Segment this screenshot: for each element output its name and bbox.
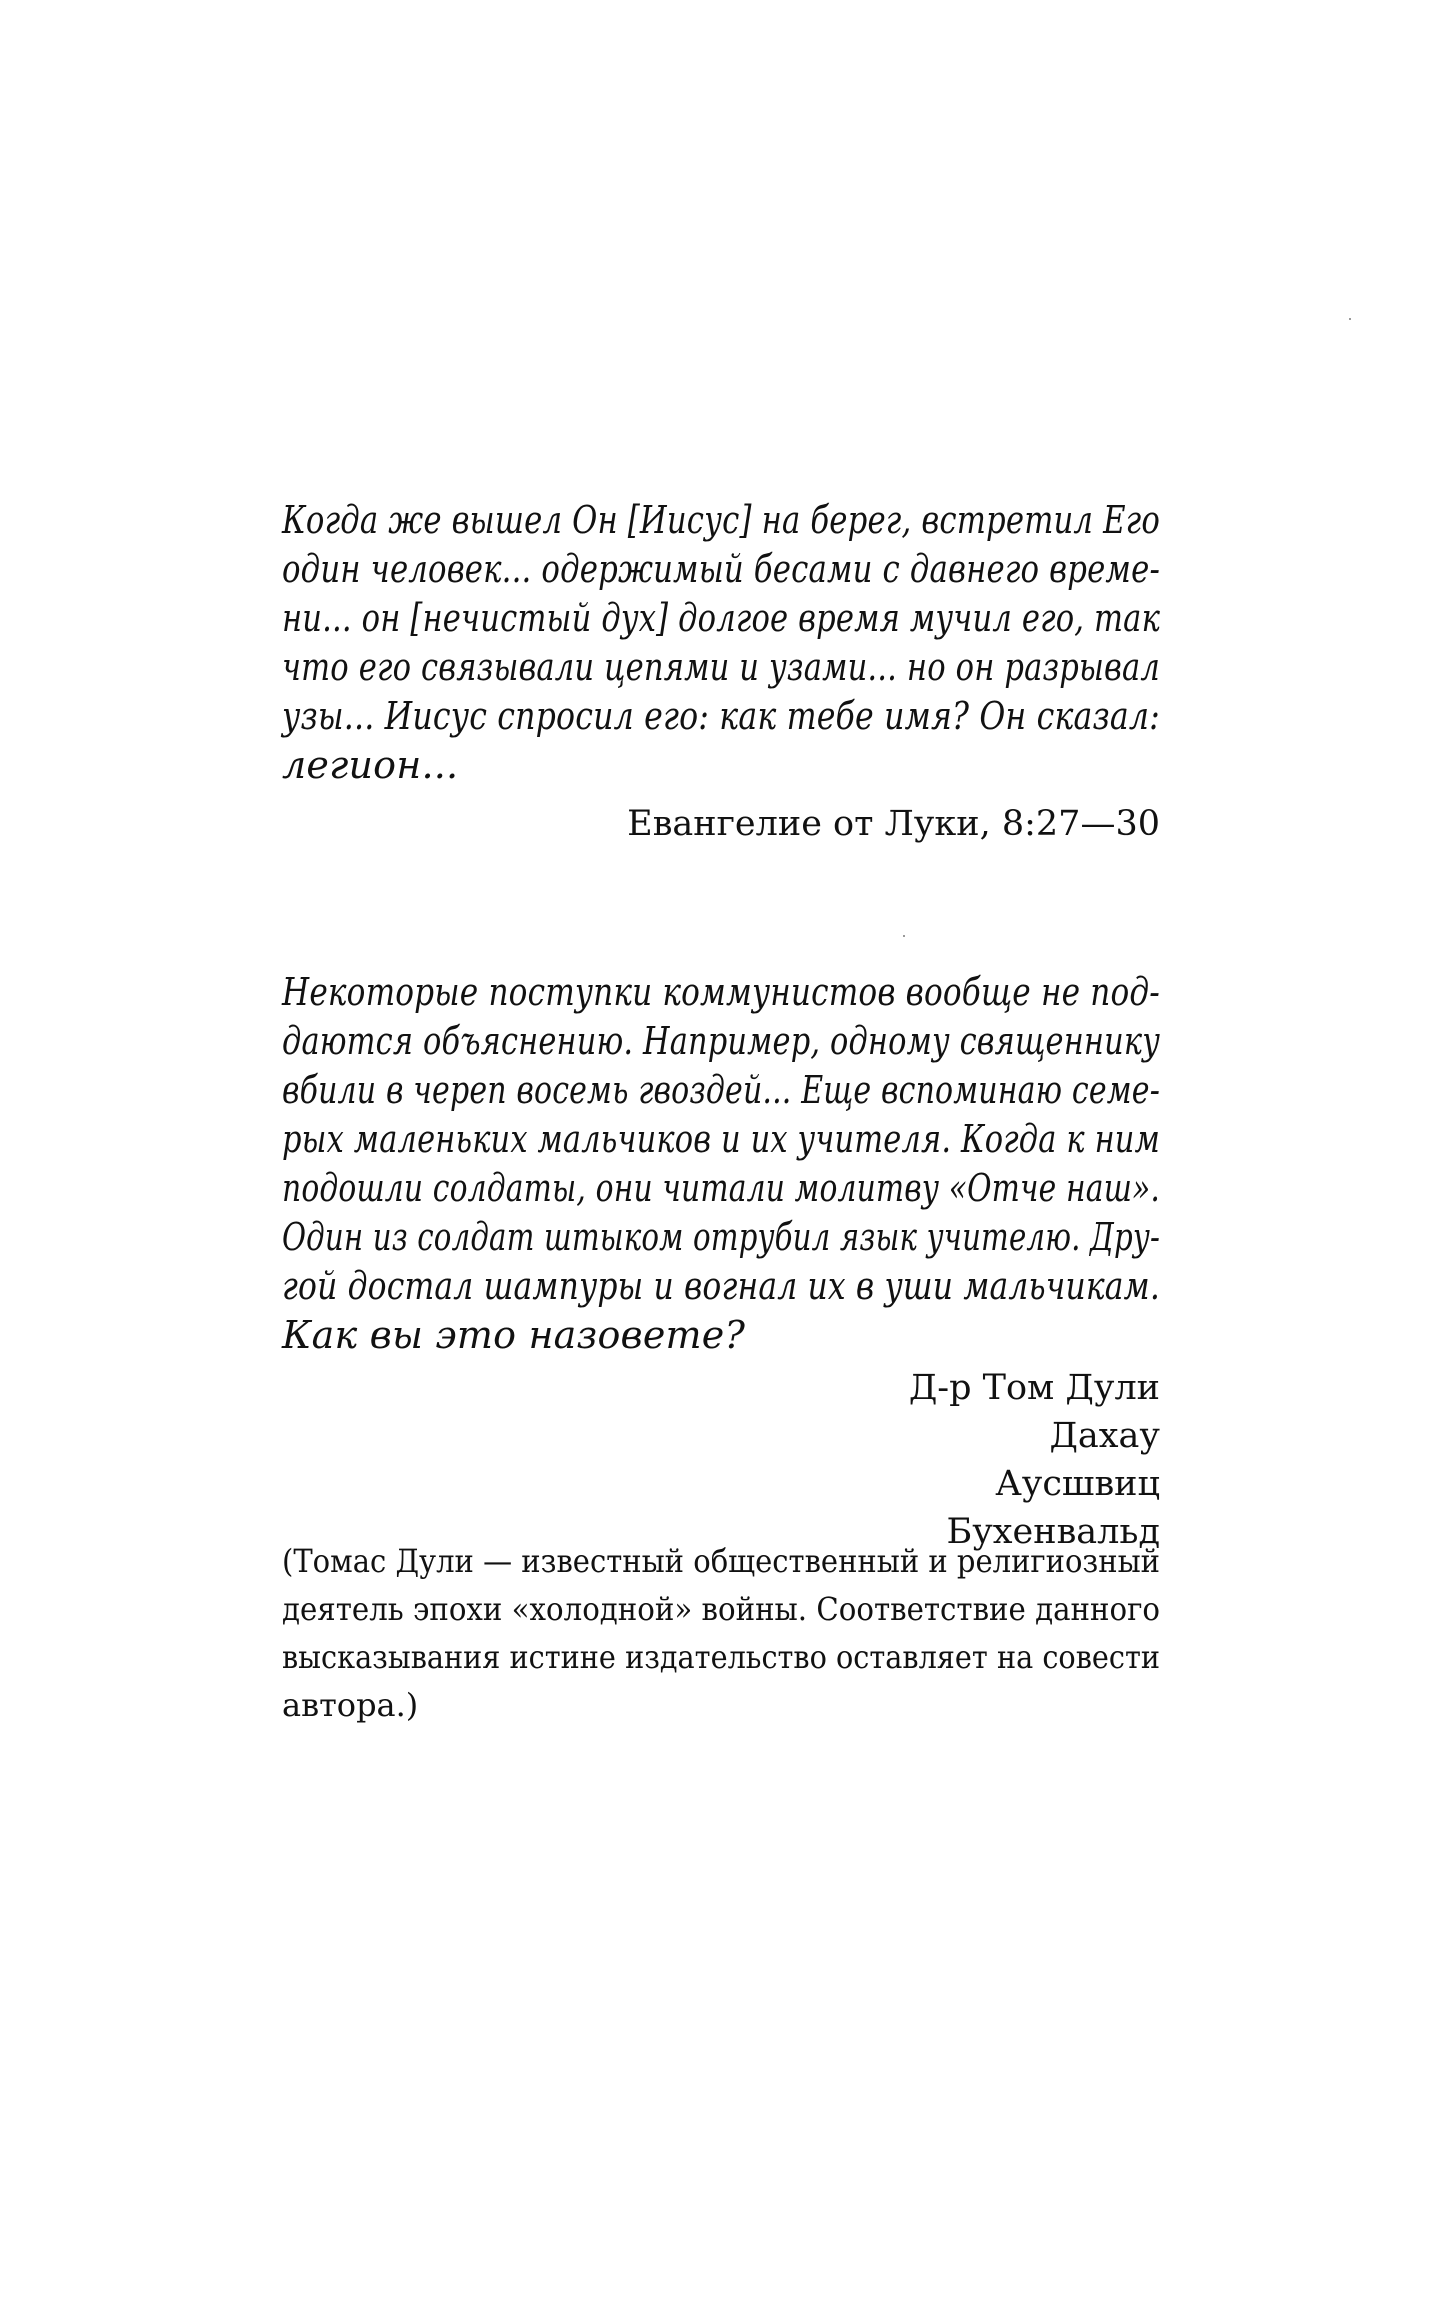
text-line: подошли солдаты, они читали молитву «Отче наш». bbox=[282, 1166, 1160, 1210]
text-line: Как вы это назовете? bbox=[282, 1313, 746, 1357]
text-line: узы... Иисус спросил его: как тебе имя? Он сказал: bbox=[282, 694, 1160, 738]
text-line: рых маленьких мальчиков и их учителя. Когда к ним bbox=[282, 1117, 1160, 1161]
note-line: высказывания истине издательство оставляет на совести bbox=[282, 1638, 1160, 1676]
text-line: Один из солдат штыком отрубил язык учителю. Дру- bbox=[282, 1215, 1160, 1259]
attribution-line: Бухенвальд bbox=[946, 1512, 1160, 1552]
epigraph-gospel bbox=[282, 496, 1160, 848]
publisher-note bbox=[282, 1537, 1160, 1729]
text-line: легион... bbox=[282, 743, 459, 787]
epigraph-dooley-attribution bbox=[282, 1364, 1160, 1556]
note-line: деятель эпохи «холодной» войны. Соответствие данного bbox=[282, 1590, 1160, 1628]
text-line: гой достал шампуры и вогнал их в уши мальчикам. bbox=[282, 1264, 1160, 1308]
attribution-line: Евангелие от Луки, 8:27—30 bbox=[627, 804, 1160, 844]
note-line: (Томас Дули — известный общественный и религиозный bbox=[282, 1542, 1160, 1580]
scan-speck bbox=[1349, 318, 1351, 320]
text-line: вбили в череп восемь гвоздей... Еще вспоминаю семе- bbox=[282, 1068, 1160, 1112]
text-line: что его связывали цепями и узами... но он разрывал bbox=[282, 645, 1160, 689]
text-line: Некоторые поступки коммунистов вообще не под- bbox=[282, 970, 1160, 1014]
attribution-line: Д-р Том Дули bbox=[908, 1368, 1160, 1408]
text-line: один человек... одержимый бесами с давнего време- bbox=[282, 547, 1160, 591]
epigraph-dooley-text bbox=[282, 968, 1160, 1360]
scan-speck bbox=[903, 935, 905, 937]
attribution-line: Аусшвиц bbox=[995, 1464, 1160, 1504]
text-line: даются объяснению. Например, одному священнику bbox=[282, 1019, 1160, 1063]
attribution-line: Дахау bbox=[1049, 1416, 1160, 1456]
epigraph-gospel-attribution bbox=[282, 800, 1160, 848]
text-line: Когда же вышел Он [Иисус] на берег, встретил Его bbox=[282, 498, 1160, 542]
note-line: автора.) bbox=[282, 1686, 419, 1724]
epigraph-dooley bbox=[282, 968, 1160, 1556]
text-line: ни... он [нечистый дух] долгое время мучил его, так bbox=[282, 596, 1160, 640]
epigraph-gospel-text bbox=[282, 496, 1160, 790]
